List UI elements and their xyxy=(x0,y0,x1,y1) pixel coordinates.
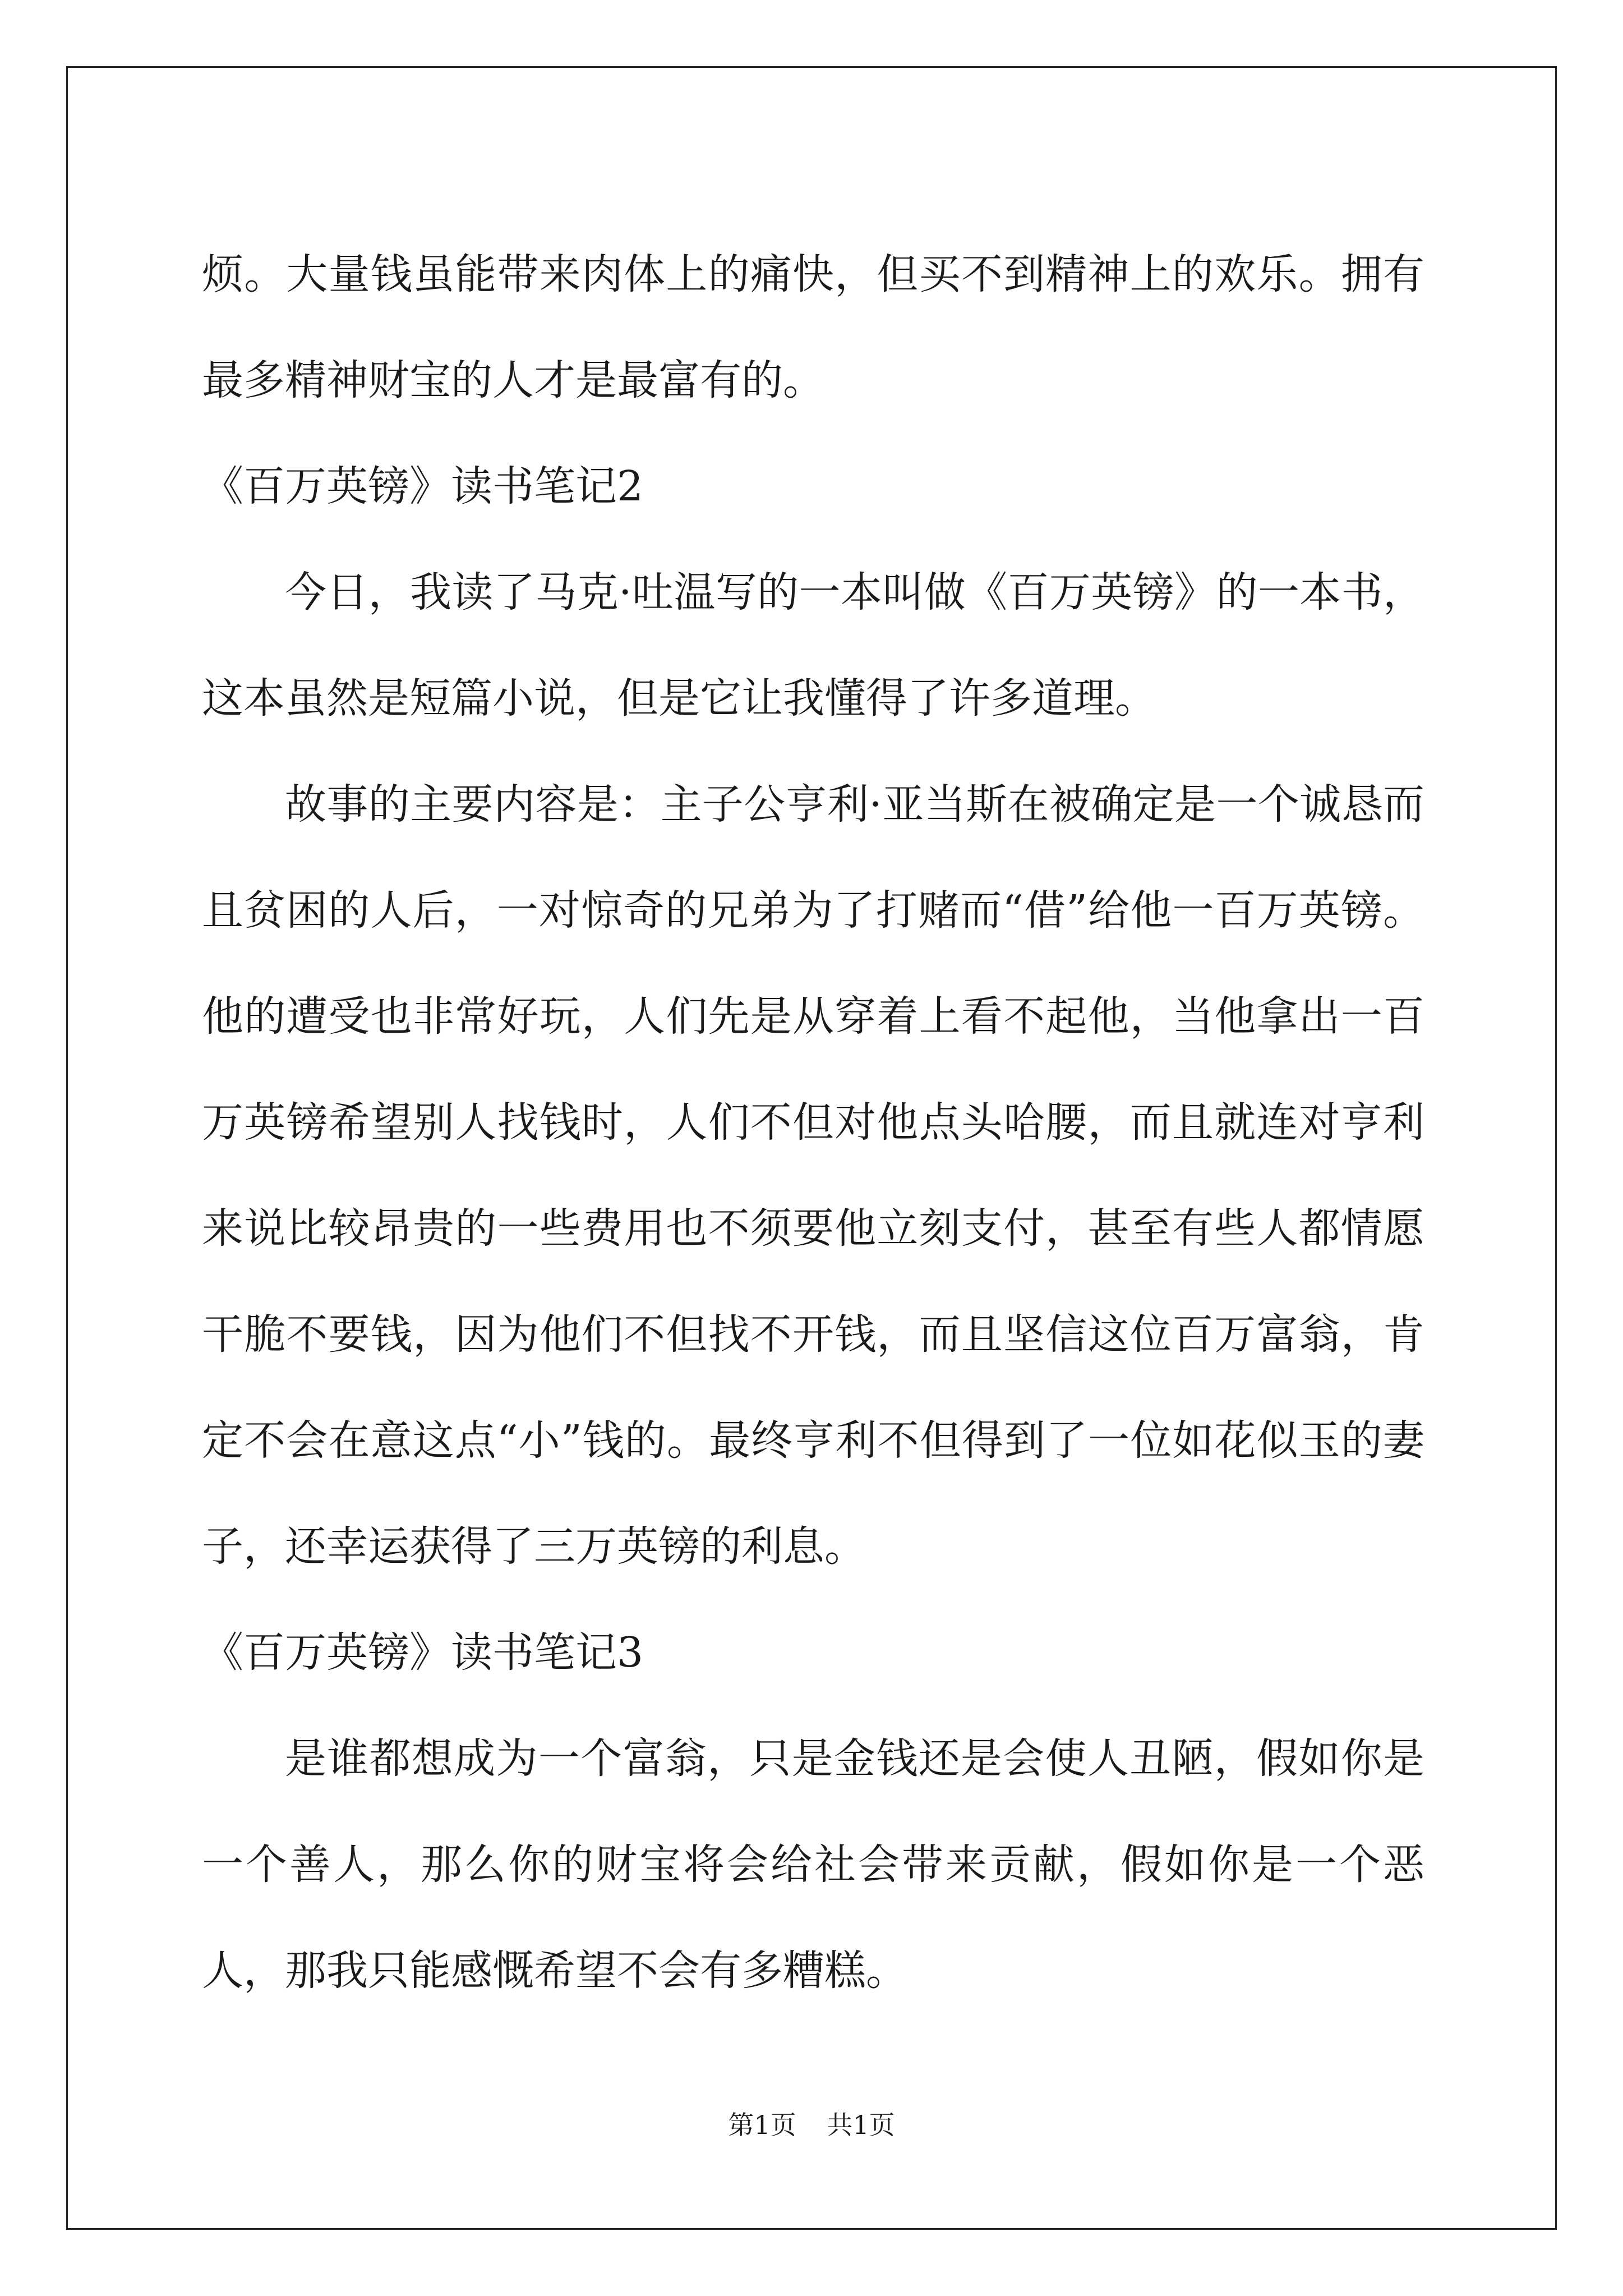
paragraph: 烦。大量钱虽能带来肉体上的痛快，但买不到精神上的欢乐。拥有最多精神财宝的人才是最富有的。 xyxy=(202,250,1424,404)
page-number: 第1页 xyxy=(728,2110,796,2140)
paragraph: 今日，我读了马克·吐温写的一本叫做《百万英镑》的一本书，这本虽然是短篇小说，但是它让我懂得了许多道理。 xyxy=(202,568,1424,723)
section-heading: 《百万英镑》读书笔记2 xyxy=(202,462,644,510)
page-total: 共1页 xyxy=(827,2110,895,2140)
document-body xyxy=(202,222,1424,2024)
page-footer xyxy=(0,2108,1623,2142)
section-heading: 《百万英镑》读书笔记3 xyxy=(202,1628,644,1677)
paragraph: 故事的主要内容是：主子公亨利·亚当斯在被确定是一个诚恳而且贫困的人后，一对惊奇的兄弟为了打赌而“借”给他一百万英镑。他的遭受也非常好玩，人们先是从穿着上看不起他，当他拿出一百万英镑希望别人找钱时，人们不但对他点头哈腰，而且就连对亨利来说比较昂贵的一些费用也不须要他立刻支付，甚至有些人都情愿干脆不要钱，因为他们不但找不开钱，而且坚信这位百万富翁，肯定不会在意这点“小”钱的。最终亨利不但得到了一位如花似玉的妻子，还幸运获得了三万英镑的利息。 xyxy=(202,780,1424,1571)
paragraph: 是谁都想成为一个富翁，只是金钱还是会使人丑陋，假如你是一个善人，那么你的财宝将会给社会带来贡献，假如你是一个恶人，那我只能感慨希望不会有多糟糕。 xyxy=(202,1734,1424,1995)
